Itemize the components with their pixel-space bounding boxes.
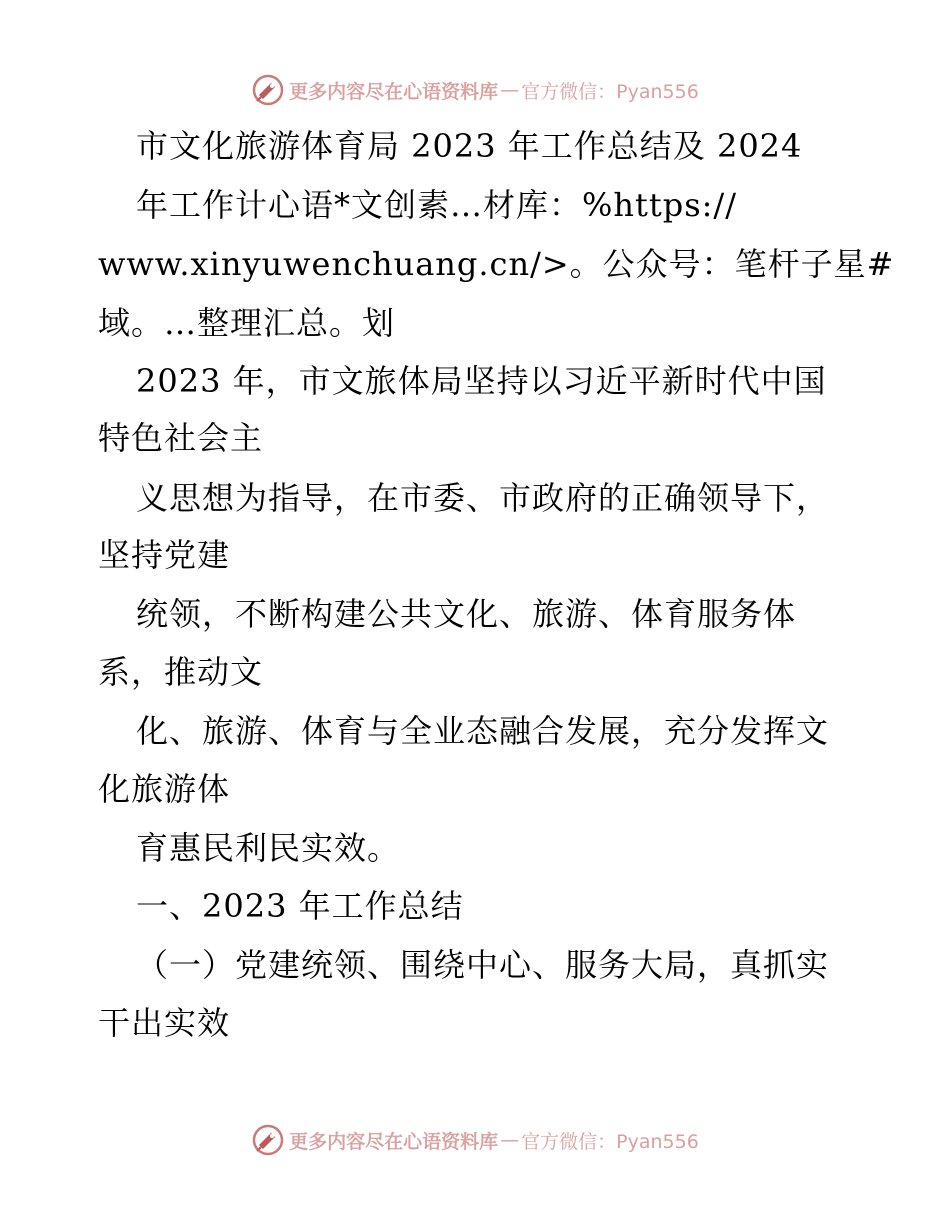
- subsection-heading: （一）党建统领、围绕中心、服务大局，真抓实: [136, 946, 830, 984]
- doc-line: 年工作计心语*文创素…材库：%https://: [136, 186, 737, 224]
- doc-line: 2023 年，市文旅体局坚持以习近平新时代中国: [136, 362, 827, 400]
- footer-watermark: [0, 1120, 950, 1160]
- section-heading: 一、2023 年工作总结: [136, 887, 464, 925]
- doc-line: 化、旅游、体育与全业态融合发展，充分发挥文: [136, 712, 830, 750]
- doc-line: 统领，不断构建公共文化、旅游、体育服务体: [136, 595, 797, 633]
- header-watermark: [0, 70, 950, 110]
- doc-line: 市文化旅游体育局 2023 年工作总结及 2024: [136, 127, 803, 165]
- doc-line: 干出实效: [98, 1004, 231, 1042]
- watermark-contact: 官方微信：Pyan556: [521, 80, 699, 103]
- watermark-brand: 更多内容尽在心语资料库: [289, 1130, 499, 1153]
- doc-line: 域。…整理汇总。划: [98, 304, 396, 342]
- watermark-dash: —: [500, 79, 520, 101]
- doc-line: 坚持党建: [98, 536, 231, 574]
- doc-line: 育惠民利民实效。: [136, 829, 401, 867]
- watermark-dash: —: [500, 1129, 520, 1151]
- watermark-contact: 官方微信：Pyan556: [521, 1130, 699, 1153]
- watermark-brand: 更多内容尽在心语资料库: [289, 80, 499, 103]
- doc-line: 义思想为指导，在市委、市政府的正确领导下，: [136, 479, 830, 517]
- doc-line: 化旅游体: [98, 770, 231, 808]
- pen-nib-circle-icon: [251, 1123, 285, 1157]
- doc-line: www.xinyuwenchuang.cn/>。公众号：笔杆子星#: [98, 245, 895, 283]
- pen-nib-circle-icon: [251, 73, 285, 107]
- doc-line: 特色社会主: [98, 419, 264, 457]
- doc-line: 系，推动文: [98, 653, 264, 691]
